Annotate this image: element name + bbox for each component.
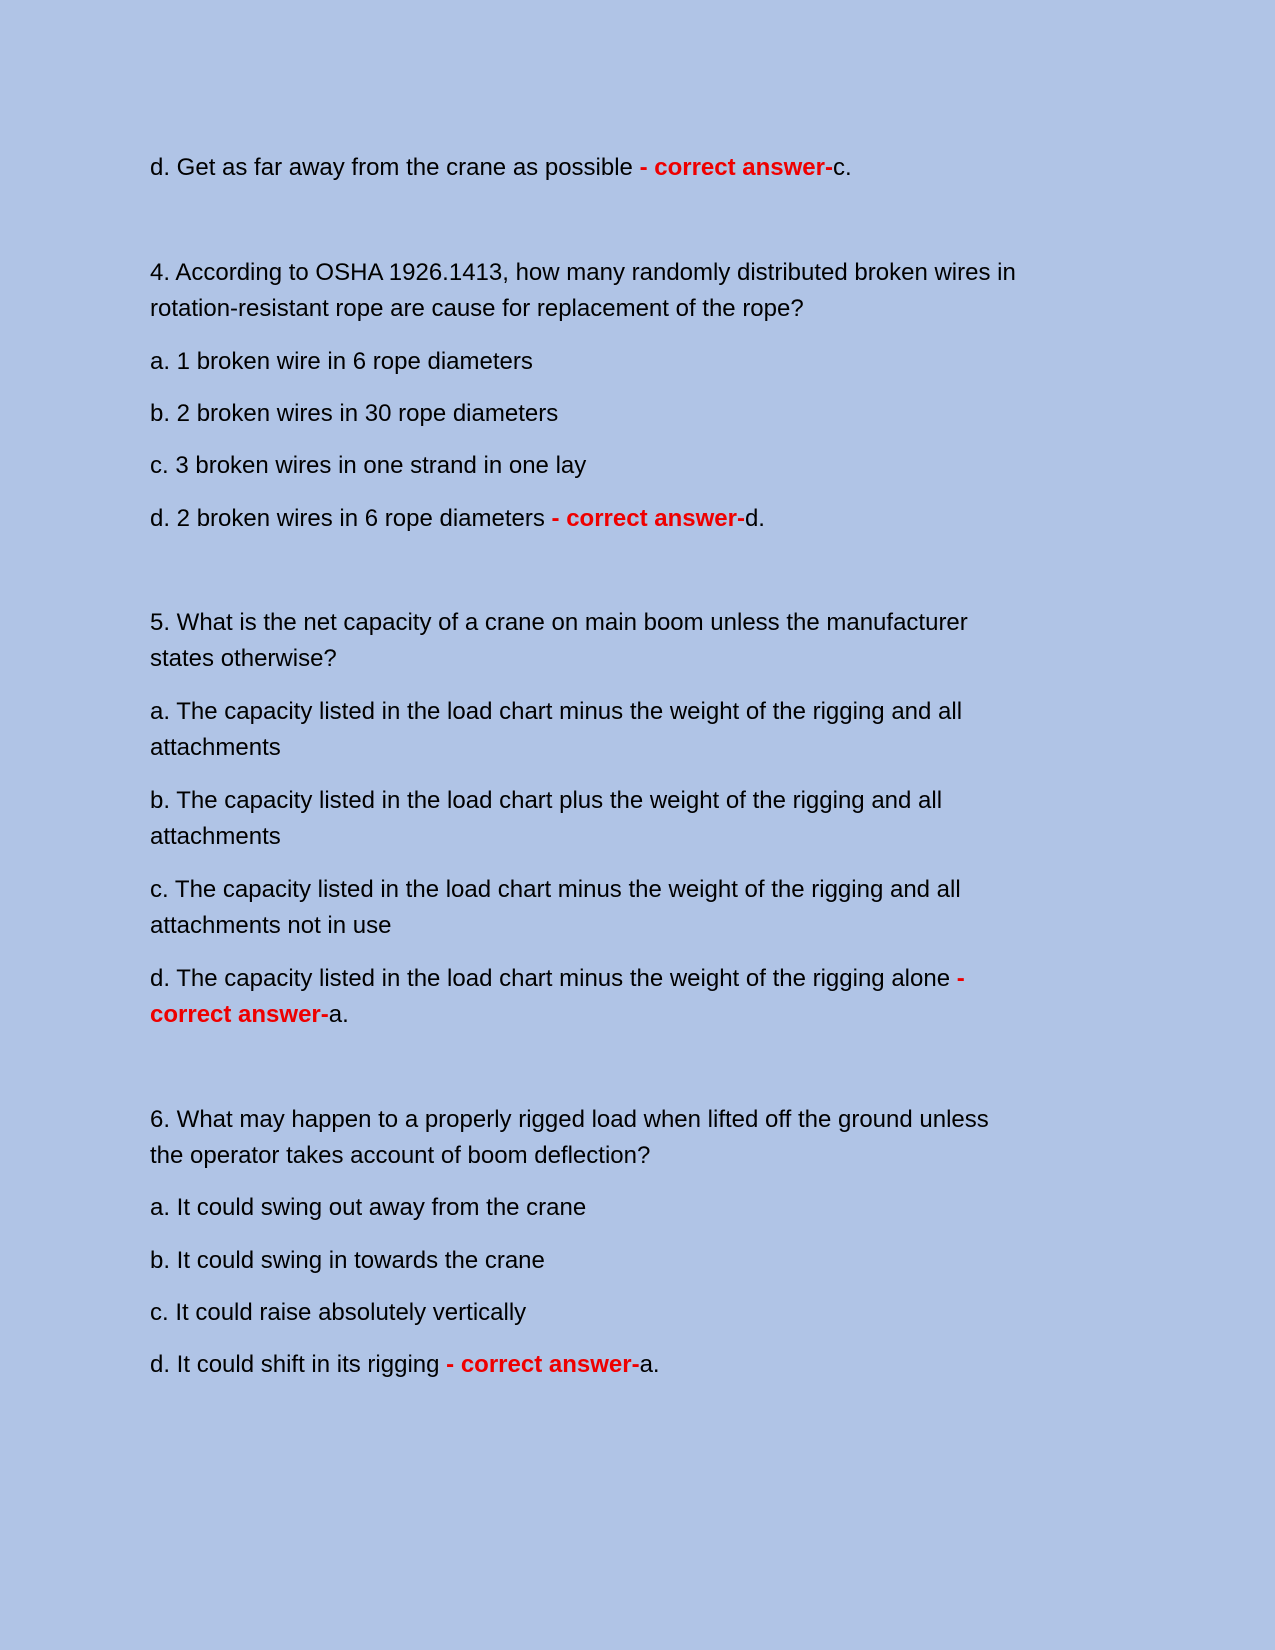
correct-answer-marker: - correct answer- [446,1351,640,1378]
q6-option-b: b. It could swing in towards the crane [150,1247,545,1274]
q5-option-b-line-1: b. The capacity listed in the load chart plus the weight of the rigging and all [150,787,943,814]
correct-answer-marker-part-1: - [956,965,965,992]
q4-option-b: b. 2 broken wires in 30 rope diameters [150,400,559,427]
prev-option-d [150,149,1130,187]
q5-option-d-line-2 [150,996,1130,1034]
q6-option-d [150,1346,1130,1384]
q5-option-d-line-1 [150,960,1130,998]
q4-question-line-2: rotation-resistant rope are cause for replacement of the rope? [150,295,804,322]
q5-option-c-line-1: c. The capacity listed in the load chart minus the weight of the rigging and all [150,876,961,903]
q5-option-a-line-2: attachments [150,734,281,761]
q5-question-line-1: 5. What is the net capacity of a crane on main boom unless the manufacturer [150,609,968,636]
answer-letter: a. [328,1001,349,1028]
option-text: d. It could shift in its rigging [150,1351,440,1378]
correct-answer-marker: - correct answer- [551,505,745,532]
answer-letter: c. [832,154,852,181]
q6-option-c: c. It could raise absolutely vertically [150,1299,527,1326]
q4-option-c: c. 3 broken wires in one strand in one lay [150,452,587,479]
q6-question-line-1: 6. What may happen to a properly rigged load when lifted off the ground unless [150,1106,989,1133]
correct-answer-marker-part-2: correct answer- [150,1001,329,1028]
q5-option-c-line-2: attachments not in use [150,912,392,939]
q6-option-a: a. It could swing out away from the crane [150,1194,587,1221]
q5-option-b-line-2: attachments [150,823,281,850]
q5-question-line-2: states otherwise? [150,645,337,672]
q4-question-line-1: 4. According to OSHA 1926.1413, how many randomly distributed broken wires in [150,259,1016,286]
q6-question-line-2: the operator takes account of boom deflection? [150,1142,651,1169]
correct-answer-marker: - correct answer- [639,154,833,181]
answer-letter: a. [639,1351,660,1378]
option-text: d. 2 broken wires in 6 rope diameters [150,505,545,532]
answer-letter: d. [744,505,765,532]
option-text: d. The capacity listed in the load chart minus the weight of the rigging alone [150,965,951,992]
option-text: d. Get as far away from the crane as possible [150,154,633,181]
q4-option-a: a. 1 broken wire in 6 rope diameters [150,348,533,375]
q5-option-a-line-1: a. The capacity listed in the load chart minus the weight of the rigging and all [150,698,963,725]
q4-option-d [150,500,1130,538]
